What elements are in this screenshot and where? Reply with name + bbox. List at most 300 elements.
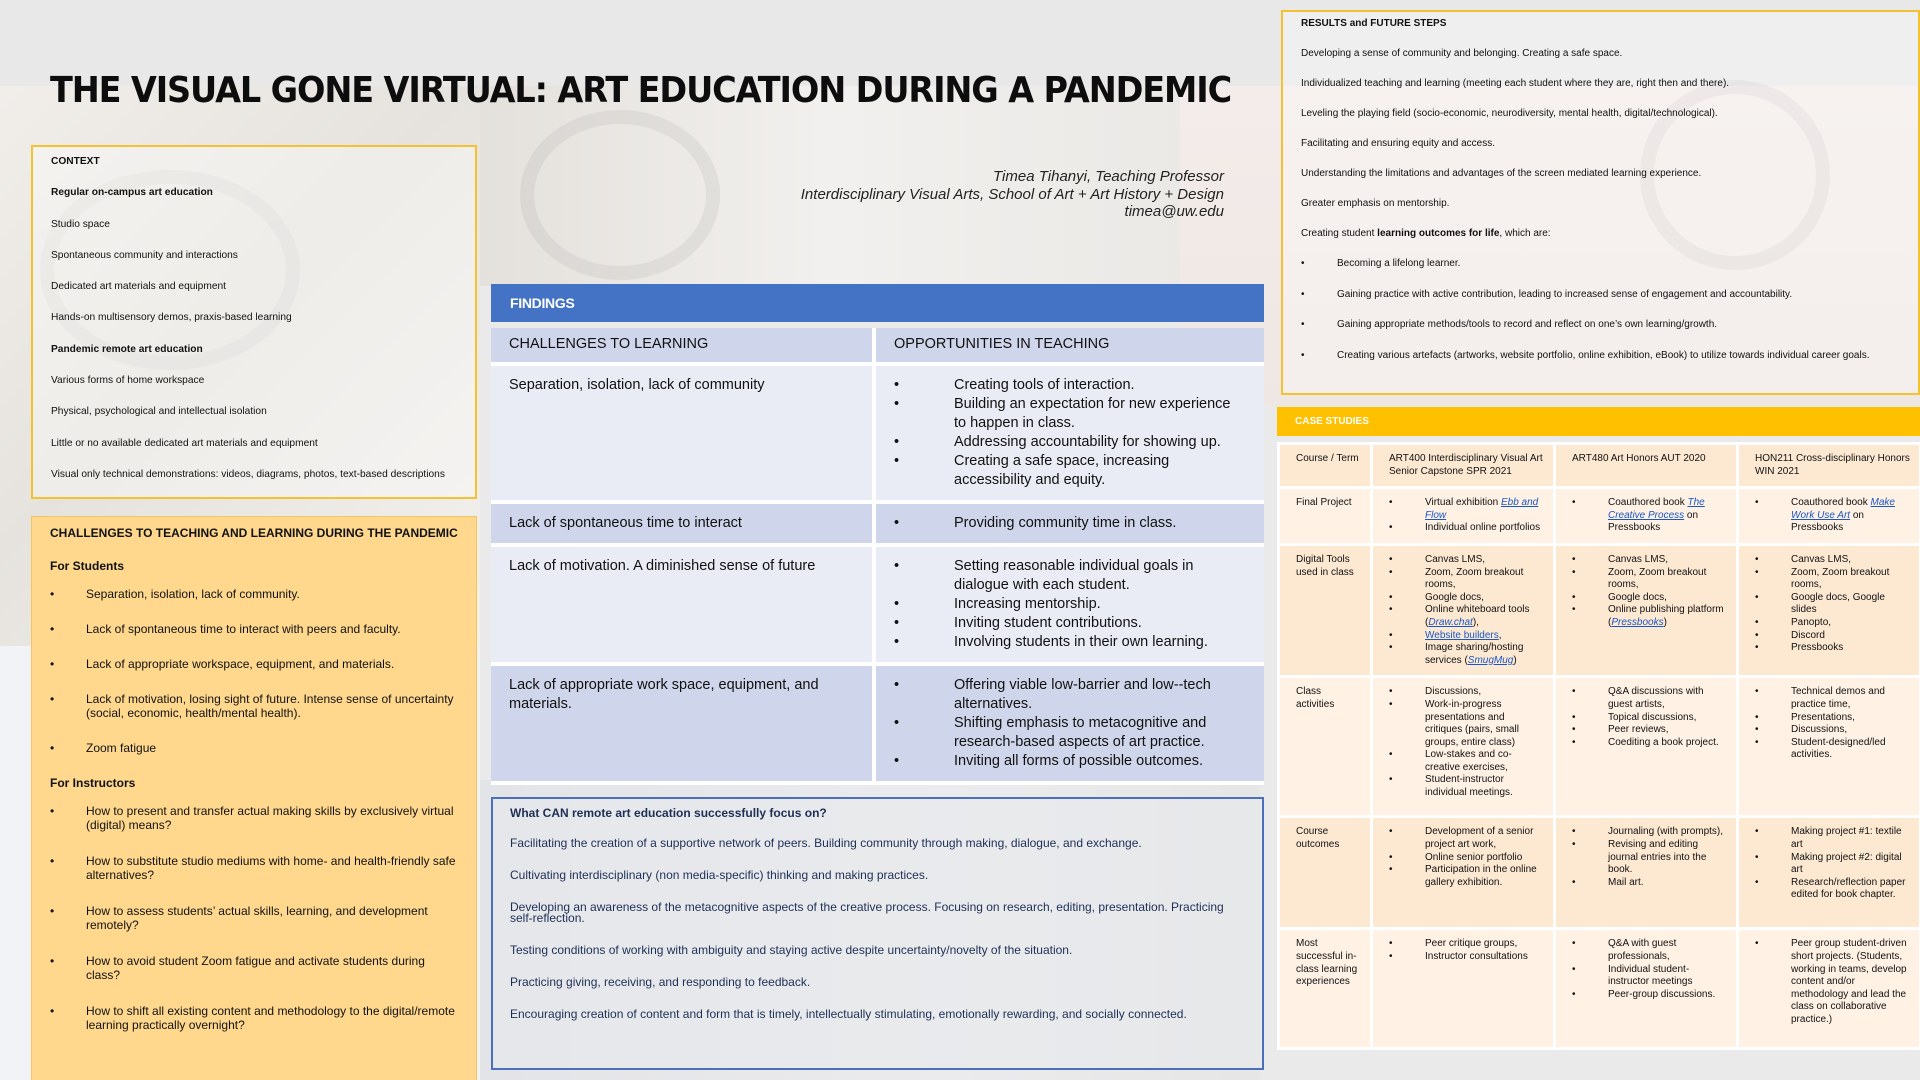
bullet: • [1389, 950, 1393, 962]
bullet: • [894, 396, 900, 412]
item-text: How to shift all existing content and methodology to the digital/remote learning practically overnight? [86, 1004, 455, 1032]
course-art400: ART400 Interdisciplinary Visual Art Senior Capstone SPR 2021 [1372, 444, 1555, 488]
list-item [894, 395, 1246, 433]
item-text: Q&A discussions with guest artists, [1608, 686, 1704, 710]
list-item [1755, 826, 1910, 851]
list-item [894, 633, 1246, 652]
link-draw-chat[interactable]: Draw.chat [1428, 616, 1473, 628]
case-list [1389, 686, 1544, 799]
item-text: Making project #2: digital art [1791, 851, 1902, 876]
bullet: • [1755, 826, 1759, 838]
case-row [1279, 677, 1920, 817]
bullet: • [1755, 851, 1759, 863]
item-text: ) [1663, 616, 1667, 628]
bullet: • [894, 715, 900, 731]
opportunities-cell [876, 547, 1264, 666]
list-item [1572, 989, 1727, 1002]
list-item [1755, 592, 1910, 617]
case-studies-panel [1277, 407, 1920, 1050]
bullet: • [1755, 686, 1759, 698]
outcomes-intro-bold: learning outcomes for life [1377, 228, 1500, 239]
list-item [1572, 554, 1727, 567]
bullet: • [1389, 938, 1393, 950]
list-item [1572, 938, 1727, 963]
item-text: Canvas LMS, [1608, 553, 1669, 565]
focus-panel [491, 797, 1264, 1070]
list-item [1755, 877, 1910, 902]
list-item [1572, 592, 1727, 605]
item-text: Lack of motivation, losing sight of future. Intense sense of uncertainty (social, economic, health/mental health). [86, 692, 454, 720]
bullet: • [1572, 724, 1576, 736]
list-item [50, 587, 458, 601]
results-item: Individualized teaching and learning (meeting each student where they are, right then and there). [1301, 78, 1730, 89]
case-cell [1555, 817, 1738, 929]
bullet: • [1301, 319, 1305, 330]
course-hon211: HON211 Cross-disciplinary Honors WIN 2021 [1738, 444, 1920, 488]
list-item [1301, 350, 1900, 381]
context-item: Little or no available dedicated art materials and equipment [51, 437, 318, 449]
bullet: • [1389, 497, 1393, 509]
list-item [1572, 712, 1727, 725]
case-cell [1372, 929, 1555, 1049]
context-item: Visual only technical demonstrations: videos, diagrams, photos, text-based descriptions [51, 468, 445, 480]
link-website-builders[interactable]: Website builders [1425, 629, 1499, 641]
item-text: on Pressbooks [1608, 509, 1699, 534]
findings-header-row [491, 328, 1264, 366]
bullet: • [1389, 686, 1393, 698]
list-item [1301, 258, 1900, 289]
list-item [894, 752, 1246, 771]
list-item [894, 595, 1246, 614]
row-label: Class activities [1279, 677, 1372, 817]
list-item [50, 1004, 458, 1032]
list-item [50, 741, 458, 755]
list-item [50, 692, 458, 720]
list-item [1389, 592, 1544, 605]
bullet: • [1389, 604, 1393, 616]
bullet: • [50, 1004, 55, 1018]
bullet: • [1755, 642, 1759, 654]
bullet: • [1755, 616, 1759, 628]
case-cell [1738, 929, 1920, 1049]
list-item [1755, 938, 1910, 1026]
focus-item: Developing an awareness of the metacognitive aspects of the creative process. Focusing on research, editing, presentation. Practicing self-reflection. [510, 900, 1224, 925]
bullet: • [50, 804, 55, 818]
item-text: Google docs, [1608, 591, 1667, 603]
item-text: Virtual exhibition [1425, 497, 1501, 509]
bullet: • [1389, 642, 1393, 654]
challenge-cell: Lack of spontaneous time to interact [491, 504, 876, 547]
results-item: Facilitating and ensuring equity and access. [1301, 138, 1496, 149]
findings-row [491, 504, 1264, 547]
poster-title: THE VISUAL GONE VIRTUAL: ART EDUCATION DURING A PANDEMIC [50, 70, 1232, 111]
item-text: Canvas LMS, [1425, 553, 1486, 565]
bullet: • [1572, 591, 1576, 603]
focus-question: What CAN remote art education successfully focus on? [510, 806, 827, 820]
list-item [1755, 630, 1910, 643]
author-name: Timea Tihanyi, Teaching Professor [993, 168, 1224, 185]
item-text: Work-in-progress presentations and critiques (pairs, small groups, entire class) [1425, 698, 1519, 748]
case-header-row [1279, 444, 1920, 488]
author-block [801, 168, 1224, 221]
findings-heading: FINDINGS [491, 284, 1264, 322]
item-text: Journaling (with prompts), [1608, 826, 1724, 838]
bullet: • [1572, 838, 1576, 850]
list-item [894, 376, 1246, 395]
case-list [1389, 938, 1544, 963]
item-text: Topical discussions, [1608, 711, 1697, 723]
list-item [50, 804, 458, 832]
item-text: ), [1472, 616, 1479, 628]
item-text: Coauthored book [1791, 497, 1871, 509]
bullet: • [1755, 553, 1759, 565]
bullet: • [1389, 826, 1393, 838]
link-smugmug[interactable]: SmugMug [1467, 654, 1514, 666]
bullet: • [1572, 553, 1576, 565]
list-item [1389, 567, 1544, 592]
item-text: Image sharing/hosting services ( [1425, 642, 1524, 666]
column-header-challenges: CHALLENGES TO LEARNING [491, 328, 876, 366]
bullet: • [1572, 736, 1576, 748]
case-row-final-project [1279, 488, 1920, 545]
opportunities-cell [876, 666, 1264, 785]
case-row [1279, 929, 1920, 1049]
item-text: Online whiteboard tools ( [1425, 604, 1530, 628]
item-text: Offering viable low-barrier and low--tech alternatives. [954, 677, 1211, 712]
outcomes-intro-text: , which are: [1499, 228, 1551, 239]
bullet: • [1301, 349, 1305, 361]
link-the-creative-process[interactable]: The Creative Process [1608, 497, 1705, 521]
bullet: • [1755, 736, 1759, 748]
opportunities-list [894, 376, 1246, 490]
context-heading: CONTEXT [51, 156, 100, 167]
list-item [894, 614, 1246, 633]
case-list [1755, 686, 1910, 762]
list-item [1572, 686, 1727, 711]
results-list [1301, 48, 1900, 228]
bullet: • [1755, 938, 1759, 950]
item-text: Online publishing platform ( [1608, 604, 1724, 628]
focus-item: Encouraging creation of content and form that is timely, intellectually stimulating, emotionally rewarding, and socially connected. [510, 1007, 1187, 1021]
focus-item: Practicing giving, receiving, and responding to feedback. [510, 975, 811, 989]
list-item [1301, 319, 1900, 350]
item-text: Coauthored book [1608, 497, 1688, 509]
opportunities-cell [876, 366, 1264, 504]
list-item [1389, 686, 1544, 699]
list-item [1389, 938, 1544, 951]
item-text: Canvas LMS, [1791, 553, 1852, 565]
focus-item: Facilitating the creation of a supportive network of peers. Building community through making, dialogue, and exchange. [510, 836, 1142, 850]
bullet: • [1389, 566, 1393, 578]
bullet: • [894, 515, 900, 531]
bullet: • [1755, 711, 1759, 723]
bullet: • [1755, 566, 1759, 578]
bullet: • [1572, 711, 1576, 723]
item-text: Zoom, Zoom breakout rooms, [1425, 566, 1524, 591]
students-challenges-list [50, 587, 458, 755]
bullet: • [1755, 629, 1759, 641]
bullet: • [1572, 938, 1576, 950]
author-email[interactable]: timea@uw.edu [1124, 203, 1224, 220]
item-text: Peer reviews, [1608, 724, 1669, 736]
item-text: Google docs, [1425, 591, 1484, 603]
case-cell [1555, 677, 1738, 817]
list-item [1572, 724, 1727, 737]
case-list [1572, 826, 1727, 889]
item-text: Pressbooks [1791, 642, 1844, 654]
list-item [1389, 852, 1544, 865]
row-label: Most successful in-class learning experiences [1279, 929, 1372, 1049]
case-list [1755, 938, 1910, 1026]
list-item [1572, 497, 1727, 535]
list-item [1572, 877, 1727, 890]
bullet: • [50, 854, 55, 868]
row-label: Course outcomes [1279, 817, 1372, 929]
list-item [1389, 699, 1544, 749]
case-cell [1555, 544, 1738, 676]
bullet: • [1301, 258, 1305, 269]
case-cell [1555, 929, 1738, 1049]
item-text: Discussions, [1791, 724, 1848, 736]
item-text: Providing community time in class. [954, 515, 1177, 531]
item-text: Shifting emphasis to metacognitive and research-based aspects of art practice. [954, 715, 1207, 750]
list-item [1389, 630, 1544, 643]
item-text: Making project #1: textile art [1791, 826, 1902, 850]
author-affiliation: Interdisciplinary Visual Arts, School of Art + Art History + Design [800, 185, 1224, 203]
students-heading: For Students [50, 559, 124, 573]
item-text: Zoom, Zoom breakout rooms, [1791, 566, 1890, 591]
context-subheading: Regular on-campus art education [51, 187, 213, 199]
item-text: Zoom, Zoom breakout rooms, [1608, 566, 1707, 591]
list-item [894, 714, 1246, 752]
context-list [51, 186, 459, 499]
results-item: Understanding the limitations and advantages of the screen mediated learning experience. [1301, 168, 1702, 179]
list-item [50, 622, 458, 636]
bullet: • [1389, 629, 1393, 641]
item-text: Addressing accountability for showing up. [954, 434, 1221, 450]
case-list [1572, 686, 1727, 749]
case-studies-table [1277, 442, 1920, 1050]
bullet: • [1755, 591, 1759, 603]
course-art480: ART480 Art Honors AUT 2020 [1555, 444, 1738, 488]
item-text: Google docs, Google slides [1791, 591, 1885, 616]
list-item [1755, 497, 1910, 535]
challenges-panel [31, 516, 477, 1080]
case-cell [1555, 488, 1738, 545]
item-text: Mail art. [1608, 876, 1644, 888]
list-item [50, 954, 458, 982]
item-text: Gaining practice with active contribution, leading to increased sense of engagement and accountability. [1337, 288, 1793, 300]
results-item: Developing a sense of community and belonging. Creating a safe space. [1301, 48, 1623, 59]
challenge-cell: Separation, isolation, lack of community [491, 366, 876, 504]
link-make-work-use-art[interactable]: Make Work Use Art [1791, 497, 1895, 521]
list-item [1755, 642, 1910, 655]
opportunities-cell [876, 504, 1264, 547]
list-item [1389, 497, 1544, 522]
bullet: • [1389, 553, 1393, 565]
row-label: Digital Tools used in class [1279, 544, 1372, 676]
row-label: Course / Term [1279, 444, 1372, 488]
list-item [1389, 522, 1544, 535]
list-item [1755, 724, 1910, 737]
bullet: • [894, 634, 900, 650]
item-text: How to present and transfer actual making skills by exclusively virtual (digital) means? [86, 804, 454, 832]
case-cell [1738, 817, 1920, 929]
item-text: Online senior portfolio [1425, 851, 1523, 863]
list-item [1389, 604, 1544, 629]
challenges-heading: CHALLENGES TO TEACHING AND LEARNING DURING THE PANDEMIC [50, 526, 458, 540]
bullet: • [1389, 522, 1393, 534]
bullet: • [1572, 876, 1576, 888]
link-ebb-and-flow[interactable]: Ebb and Flow [1425, 497, 1539, 521]
case-cell [1738, 677, 1920, 817]
list-item [894, 676, 1246, 714]
case-row-digital-tools [1279, 544, 1920, 676]
item-text: Separation, isolation, lack of community. [86, 587, 300, 601]
results-item: Leveling the playing field (socio-economic, neurodiversity, mental health, digital/technological). [1301, 108, 1718, 119]
item-text: Creating a safe space, increasing accessibility and equity. [954, 453, 1170, 488]
opportunities-list [894, 676, 1246, 771]
results-panel [1281, 10, 1920, 395]
context-item: Hands-on multisensory demos, praxis-based learning [51, 312, 292, 324]
list-item [1389, 774, 1544, 799]
list-item [1755, 617, 1910, 630]
outcomes-intro [1301, 228, 1900, 258]
item-text: Setting reasonable individual goals in dialogue with each student. [954, 558, 1194, 593]
item-text: Technical demos and practice time, [1791, 686, 1885, 710]
item-text: Individual student-instructor meetings [1608, 963, 1693, 988]
item-text: Creating tools of interaction. [954, 377, 1135, 393]
bullet: • [894, 558, 900, 574]
bullet: • [50, 954, 55, 968]
bullet: • [894, 377, 900, 393]
item-text: How to substitute studio mediums with home- and health-friendly safe alternatives? [86, 854, 456, 882]
list-item [1572, 567, 1727, 592]
bullet: • [1755, 876, 1759, 888]
item-text: Increasing mentorship. [954, 596, 1101, 612]
case-row [1279, 817, 1920, 929]
bullet: • [50, 587, 55, 601]
item-text: Lack of appropriate workspace, equipment, and materials. [86, 657, 395, 671]
findings-panel [491, 284, 1264, 785]
bullet: • [1389, 864, 1393, 876]
item-text: Inviting student contributions. [954, 615, 1142, 631]
list-item [1755, 686, 1910, 711]
bullet: • [1572, 604, 1576, 616]
item-text: Peer-group discussions. [1608, 988, 1716, 1000]
list-item [1389, 642, 1544, 667]
case-cell [1372, 817, 1555, 929]
list-item [894, 452, 1246, 490]
list-item [1572, 964, 1727, 989]
item-text: Involving students in their own learning. [954, 634, 1208, 650]
bullet: • [1301, 288, 1305, 300]
list-item [1389, 826, 1544, 851]
list-item [50, 854, 458, 882]
list-item [50, 904, 458, 932]
list-item [1755, 852, 1910, 877]
item-text: Presentations, [1791, 711, 1855, 723]
context-subheading: Pandemic remote art education [51, 343, 203, 355]
item-text: ) [1513, 654, 1517, 666]
bullet: • [1572, 988, 1576, 1000]
item-text: Participation in the online gallery exhibition. [1425, 864, 1537, 888]
item-text: , [1498, 629, 1502, 641]
bullet: • [1755, 497, 1759, 509]
bullet: • [1389, 698, 1393, 710]
list-item [1389, 864, 1544, 889]
instructors-challenges-list [50, 804, 458, 1032]
results-item: Greater emphasis on mentorship. [1301, 198, 1450, 209]
case-cell [1738, 544, 1920, 676]
bullet: • [894, 677, 900, 693]
challenge-cell: Lack of motivation. A diminished sense of future [491, 547, 876, 666]
item-text: Gaining appropriate methods/tools to record and reflect on one’s own learning/growth. [1337, 319, 1718, 330]
bullet: • [1389, 774, 1393, 786]
bullet: • [894, 596, 900, 612]
bullet: • [50, 657, 55, 671]
list-item [894, 557, 1246, 595]
item-text: Discord [1791, 629, 1825, 641]
item-text: Panopto, [1791, 616, 1832, 628]
item-text: on Pressbooks [1791, 509, 1864, 534]
item-text: Zoom fatigue [86, 741, 157, 755]
bullet: • [1389, 749, 1393, 761]
list-item [894, 514, 1246, 533]
context-panel [31, 145, 477, 499]
bullet: • [1389, 591, 1393, 603]
focus-item: Cultivating interdisciplinary (non media-specific) thinking and making practices. [510, 868, 929, 882]
item-text: Revising and editing journal entries into the book. [1608, 838, 1707, 876]
item-text: Peer critique groups, [1425, 938, 1518, 950]
list-item [1389, 554, 1544, 567]
item-text: Low-stakes and co-creative exercises, [1425, 749, 1512, 773]
context-item: Various forms of home workspace [51, 375, 205, 387]
link-pressbooks[interactable]: Pressbooks [1611, 616, 1664, 628]
column-header-opportunities: OPPORTUNITIES IN TEACHING [876, 328, 1264, 366]
outcomes-list [1301, 258, 1900, 380]
item-text: Q&A with guest professionals, [1608, 938, 1677, 962]
list-item [1572, 737, 1727, 750]
item-text: Discussions, [1425, 686, 1482, 698]
case-cell [1372, 677, 1555, 817]
findings-row [491, 366, 1264, 504]
item-text: Instructor consultations [1425, 950, 1528, 962]
item-text: Peer group student-driven short projects. (Students, working in teams, develop content and/or methodology and lead the class on collaborative practice.) [1791, 938, 1907, 1025]
item-text: Creating various artefacts (artworks, website portfolio, online exhibition, eBook) to utilize towards individual career goals. [1337, 349, 1870, 361]
results-heading: RESULTS and FUTURE STEPS [1301, 18, 1447, 29]
bullet: • [894, 615, 900, 631]
bullet: • [1389, 851, 1393, 863]
bullet: • [1572, 566, 1576, 578]
bullet: • [1572, 826, 1576, 838]
bullet: • [894, 434, 900, 450]
findings-row [491, 547, 1264, 666]
list-item [1389, 951, 1544, 964]
item-text: Lack of spontaneous time to interact with peers and faculty. [86, 622, 401, 636]
list-item [50, 657, 458, 671]
item-text: Student-instructor individual meetings. [1425, 774, 1513, 799]
item-text: Individual online portfolios [1425, 522, 1541, 534]
bullet: • [894, 453, 900, 469]
bullet: • [894, 753, 900, 769]
case-list [1755, 826, 1910, 902]
list-item [1572, 839, 1727, 877]
bullet: • [50, 741, 55, 755]
list-item [1755, 567, 1910, 592]
bullet: • [1755, 724, 1759, 736]
context-item: Studio space [51, 218, 110, 230]
